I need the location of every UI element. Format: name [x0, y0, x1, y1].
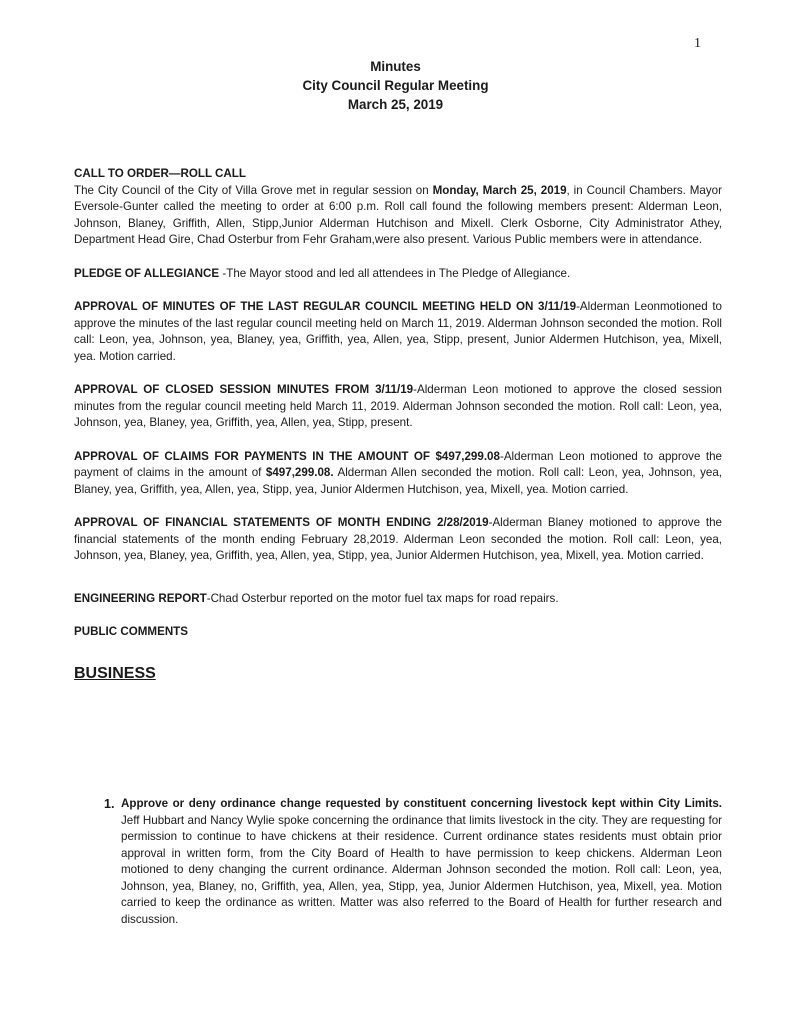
section-minutes-approval — [74, 299, 722, 365]
closed-session-title: APPROVAL OF CLOSED SESSION MINUTES FROM 3/11/19 — [74, 383, 414, 396]
document-header — [0, 57, 791, 114]
claims-text-a: -Alderman Leon motioned to approve the payment of claims in the amount of — [74, 449, 722, 479]
closed-session-text: -Alderman Leon motioned to approve the closed session minutes from the regular council meeting held March 11, 2019. Alderman Johnson seconded the motion. Roll call: Leon, yea, Johnson, yea, Blaney, yea, Griffith, yea, Allen, yea, Stipp, present. — [74, 383, 722, 429]
header-date: March 25, 2019 — [347, 97, 444, 112]
minutes-approval-title: APPROVAL OF MINUTES OF THE LAST REGULAR COUNCIL MEETING HELD ON 3/11/19 — [74, 300, 577, 313]
financials-title: APPROVAL OF FINANCIAL STATEMENTS OF MONTH ENDING 2/28/2019 — [74, 516, 489, 529]
call-to-order-title: CALL TO ORDER—ROLL CALL — [74, 167, 246, 180]
section-closed-session — [74, 382, 722, 432]
business-item-text: Jeff Hubbart and Nancy Wylie spoke concerning the ordinance that limits livestock in the city. They are requesting for permission to continue to have chickens at their residence. Current ordinance states residents must obtain prior approval in written form, from the City Board of Health to have permission to keep chickens. Alderman Leon motioned to deny changing the current ordinance. Alderman Johnson seconded the motion. Roll call: Leon, yea, Johnson, yea, Blaney, no, Griffith, yea, Allen, yea, Stipp, yea, Junior Aldermen Hutchison, yea, Mixell, yea. Motion carried to keep the ordinance as written. Matter was also referred to the Board of Health for further research and discussion. — [121, 813, 722, 926]
claims-amount-bold: $497,299.08. — [265, 466, 334, 479]
business-items-list — [104, 796, 722, 928]
claims-text-b: Alderman Allen seconded the motion. Roll call: Leon, yea, Johnson, yea, Blaney, yea, Griffith, yea, Allen, yea, Stipp, yea, Junior Aldermen Hutchison, yea, Mixell, yea. Motion carried. — [74, 466, 723, 496]
call-to-order-text — [74, 183, 722, 249]
section-pledge — [74, 266, 722, 283]
financials-text: -Alderman Blaney motioned to approve the financial statements of the month ending February 28,2019. Alderman Leon seconded the motion. Roll call: Leon, yea, Johnson, yea, Blaney, yea, Griffith, yea, Allen, yea, Stipp, yea, Junior Aldermen Hutchison, yea, Mixell, yea. Motion carried. — [74, 516, 722, 562]
engineering-title: ENGINEERING REPORT — [74, 591, 207, 605]
header-meeting-type: City Council Regular Meeting — [302, 78, 489, 93]
engineering-text: -Chad Osterbur reported on the motor fuel tax maps for road repairs. — [206, 591, 559, 605]
business-heading: BUSINESS — [74, 664, 156, 682]
minutes-body — [74, 166, 722, 685]
claims-title: APPROVAL OF CLAIMS FOR PAYMENTS IN THE AMOUNT OF $497,299.08 — [74, 449, 500, 463]
business-item-number: 1. — [104, 797, 115, 811]
section-call-to-order — [74, 166, 722, 249]
list-item — [104, 796, 722, 928]
minutes-approval-text: -Alderman Leonmotioned to approve the minutes of the last regular council meeting held on March 11, 2019. Alderman Johnson seconded the motion. Roll call: Leon, yea, Johnson, yea, Blaney, yea, Griffith, yea, Allen, yea, Stipp, present, Junior Aldermen Hutchison, yea, Mixell, yea. Motion carried. — [74, 300, 722, 363]
call-to-order-text-b: , in Council Chambers. Mayor Eversole-Gunter called the meeting to order at 6:00 p.m. Roll call found the following members present: Alderman Leon, Johnson, Blaney, Griffith, Allen, Stipp,Junior Alderman Hutchison and Mixell. Clerk Osborne, City Administrator Athey, Department Head Gire, Chad Osterbur from Fehr Graham,were also present. Various Public members were in attendance. — [74, 183, 722, 246]
meeting-date-bold: Monday, March 25, 2019 — [432, 183, 567, 197]
page-number: 1 — [694, 36, 701, 51]
public-comments-title: PUBLIC COMMENTS — [74, 625, 189, 638]
business-item-title: Approve or deny ordinance change requested by constituent concerning livestock kept within City Limits. — [121, 797, 722, 810]
pledge-text: -The Mayor stood and led all attendees in The Pledge of Allegiance. — [219, 266, 571, 280]
header-title: Minutes — [370, 59, 421, 74]
section-financials — [74, 515, 722, 565]
section-engineering — [74, 591, 722, 608]
call-to-order-text-a: The City Council of the City of Villa Grove met in regular session on — [74, 183, 433, 197]
pledge-title: PLEDGE OF ALLEGIANCE — [74, 266, 220, 280]
section-claims — [74, 449, 722, 499]
business-item-body — [121, 796, 722, 928]
